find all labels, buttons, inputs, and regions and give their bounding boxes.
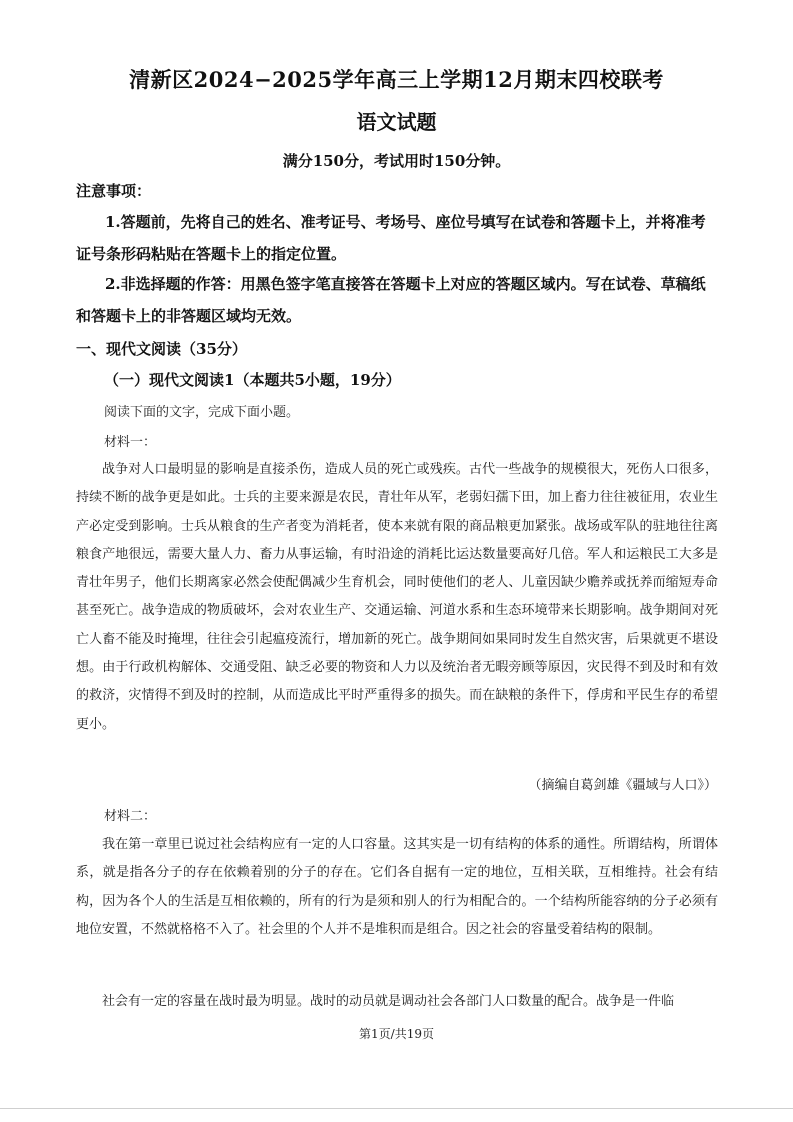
material1-text: 战争对人口最明显的影响是直接杀伤，造成人员的死亡或残疾。古代一些战争的规模很大，死伤人口很多，持续不断的战争更是如此。士兵的主要来源是农民，青壮年从军，老弱妇孺下田，加上畜力往往被征用，农业生产必定受到影响。士兵从粮食的生产者变为消耗者，使本来就有限的商品粮更加紧张。战场或军队的驻地往往离粮食产地很远，需要大量人力、畜力从事运输，有时沿途的消耗比运达数量要高好几倍。军人和运粮民工大多是青壮年男子，他们长期离家必然会使配偶减少生育机会，同时使他们的老人、儿童因缺少赡养或抚养而缩短寿命甚至死亡。战争造成的物质破坏，会对农业生产、交通运输、河道水系和生态环境带来长期影响。战争期间对死亡人畜不能及时掩埋，往往会引起瘟疫流行，增加新的死亡。战争期间如果同时发生自然灾害，后果就更不堪设想。由于行政机构解体、交通受阻、缺乏必要的物资和人力以及统治者无暇旁顾等原因，灾民得不到及时和有效的救济，灾情得不到及时的控制，从而造成比平时严重得多的损失。而在缺粮的条件下，俘虏和平民生存的希望更小。: [76, 462, 718, 732]
page-subtitle: 语文试题: [356, 110, 437, 134]
page-title: 清新区2024−2025学年高三上学期12月期末四校联考: [129, 67, 664, 92]
sub-section-heading: （一）现代文阅读1（本题共5小题，19分）: [104, 371, 401, 389]
instruction-text: 阅读下面的文字，完成下面小题。: [104, 405, 300, 420]
notice-heading: 注意事项：: [76, 182, 152, 200]
notice-item-2: 2.非选择题的作答：用黑色签字笔直接答在答题卡上对应的答题区域内。写在试卷、草稿纸和答题卡上的非答题区域均无效。: [76, 275, 706, 325]
divider: [0, 1108, 793, 1109]
material2-label: 材料二：: [104, 809, 157, 824]
material2-paragraph: 社会有一定的容量在战时最为明显。战时的动员就是调动社会各部门人口数量的配合。战争是一件临: [102, 994, 675, 1009]
page-number: 第1页/共19页: [359, 1027, 434, 1041]
section-heading: 一、现代文阅读（35分）: [76, 340, 247, 358]
score-note: 满分150分，考试用时150分钟。: [282, 152, 511, 170]
material1-source: （摘编自葛剑雄《疆域与人口》）: [528, 778, 717, 793]
material1-label: 材料一：: [104, 435, 157, 450]
notice-item-1: 1.答题前，先将自己的姓名、准考证号、考场号、座位号填写在试卷和答题卡上，并将准考证号条形码粘贴在答题卡上的指定位置。: [76, 213, 706, 263]
material2-paragraph: 我在第一章里已说过社会结构应有一定的人口容量。这其实是一切有结构的体系的通性。所谓结构，所谓体系，就是指各分子的存在依赖着别的分子的存在。它们各自据有一定的地位，互相关联，互相维持。社会有结构，因为各个人的生活是互相依赖的，所有的行为是须和别人的行为相配合的。一个结构所能容纳的分子必须有地位安置，不然就格格不入了。社会里的个人并不是堆积而是组合。因之社会的容量受着结构的限制。: [76, 837, 718, 937]
